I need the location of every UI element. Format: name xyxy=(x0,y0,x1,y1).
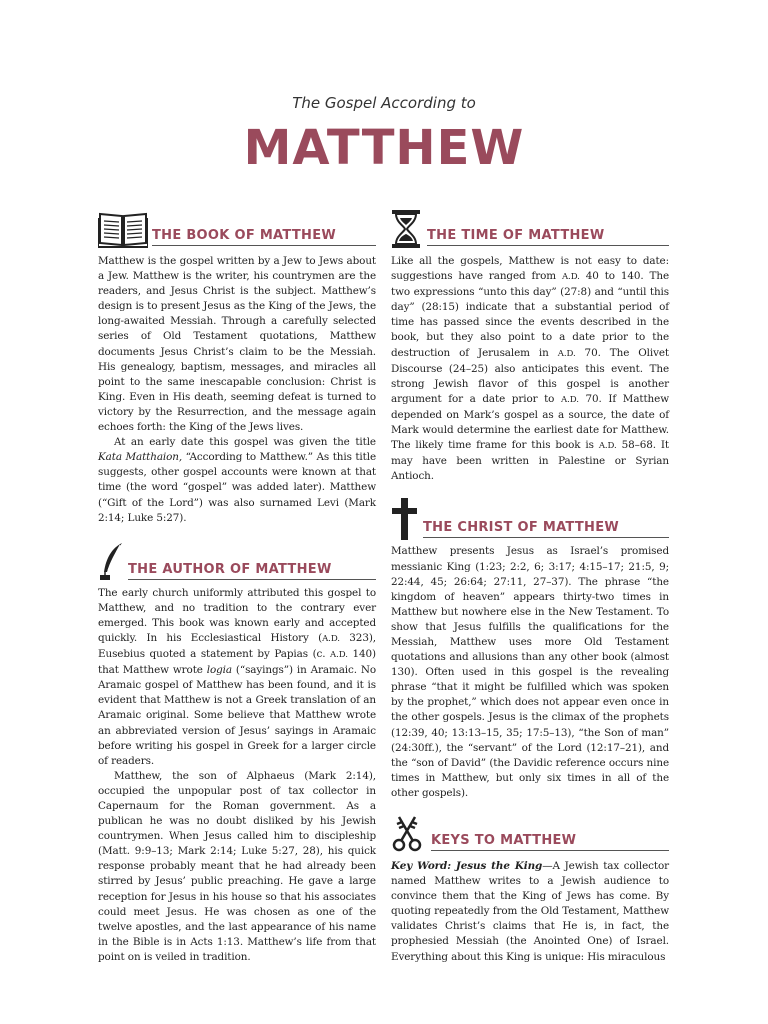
paragraph: Like all the gospels, Matthew is not easy to date: suggestions have ranged from A.D. 40 to 140. The two expressions “unto this day” (27:8) and “until this day” (28:15) indicate that a substantial period of time has passed since the events described in the book, but they also point to a date prior to the destruction of Jerusalem in A.D. 70. The Olivet Discourse (24–25) also anticipates this event. The strong Jewish flavor of this gospel is another argument for a date prior to A.D. 70. If Matthew depended on Mark’s gospel as a source, the date of Mark would determine the earliest date for Matthew. The likely time frame for this book is A.D. 58–68. It may have been written in Palestine or Syrian Antioch. xyxy=(391,255,670,483)
page-title: MATTHEW xyxy=(243,120,525,176)
paragraph: Matthew is the gospel written by a Jew to Jews about a Jew. Matthew is the writer, his countrymen are the readers, and Jesus Christ is the subject. Matthew’s design is to present Jesus as the King of the Jews, the long-awaited Messiah. Through a carefully selected series of Old Testament quotations, Matthew documents Jesus Christ’s claim to be the Messiah. His genealogy, baptism, messages, and miracles all point to the same inescapable conclusion: Christ is King. Even in His death, seeming defeat is turned to victory by the Resurrection, and the message again echoes forth: the King of the Jews lives. xyxy=(98,255,376,434)
section-body xyxy=(391,859,669,965)
section-title: THE CHRIST OF MATTHEW xyxy=(423,520,669,538)
section-author xyxy=(98,542,376,965)
key-word-label: Key Word: Jesus the King xyxy=(391,860,543,872)
section-title: THE AUTHOR OF MATTHEW xyxy=(128,562,376,580)
section-time xyxy=(391,210,669,484)
paragraph: Matthew, the son of Alphaeus (Mark 2:14), occupied the unpopular post of tax collector in Capernaum for the Roman government. As a publican he was no doubt disliked by his Jewish countrymen. When Jesus called him to discipleship (Matt. 9:9–13; Mark 2:14; Luke 5:27, 28), his quick response probably meant that he had already been stirred by Jesus’ public preaching. He gave a large reception for Jesus in his house so that his associates could meet Jesus. He was chosen as one of the twelve apostles, and the last appearance of his name in the Bible is in Acts 1:13. Matthew’s life from that point on is veiled in tradition. xyxy=(98,769,376,963)
paragraph: The early church uniformly attributed this gospel to Matthew, and no tradition to the contrary ever emerged. This book was known early and accepted quickly. In his Ecclesiastical History (A.D. 323), Eusebius quoted a statement by Papias (c. A.D. 140) that Matthew wrote logia (“sayings”) in Aramaic. No Aramaic gospel of Matthew has been found, and it is evident that Matthew is not a Greek translation of an Aramaic original. Some believe that Matthew wrote an abbreviated version of Jesus’ sayings in Aramaic before writing his gospel in Greek for a larger circle of readers. xyxy=(98,586,377,767)
paragraph: Matthew presents Jesus as Israel’s promised messianic King (1:23; 2:2, 6; 3:17; 4:15–17; 21:5, 9; 22:44, 45; 26:64; 27:11, 27–37). The phrase “the kingdom of heaven” appears thirty-two times in Matthew but nowhere else in the New Testament. To show that Jesus fulfills the qualifications for the Messiah, Matthew uses more Old Testament quotations and allusions than any other book (almost 130). Often used in this gospel is the revealing phrase “that it might be fulfilled which was spoken by the prophet,” which does not appear even once in the other gospels. Jesus is the climax of the prophets (12:39, 40; 13:13–15, 35; 17:5–13), “the Son of man” (24:30ff.), the “servant” of the Lord (12:17–21), and the “son of David” (the Davidic reference occurs nine times in Matthew, but only six times in all of the other gospels). xyxy=(391,545,669,799)
quill-icon xyxy=(98,542,124,587)
section-body xyxy=(98,254,376,526)
section-body xyxy=(98,586,376,965)
section-keys xyxy=(391,813,669,965)
cross-icon xyxy=(391,498,419,545)
left-column xyxy=(98,210,376,965)
section-title: THE TIME OF MATTHEW xyxy=(427,228,669,246)
emphasis: logia xyxy=(206,664,232,677)
keys-icon xyxy=(391,813,425,858)
section-header xyxy=(391,498,669,540)
section-header xyxy=(98,542,376,582)
section-header xyxy=(98,210,376,248)
hourglass-icon xyxy=(391,210,421,253)
open-book-icon xyxy=(98,210,148,253)
right-column xyxy=(391,210,669,965)
section-body xyxy=(391,254,669,484)
page-subtitle: The Gospel According to xyxy=(292,94,476,112)
emphasis: Kata Matthaion, xyxy=(98,451,183,464)
paragraph: Key Word: Jesus the King—A Jewish tax collector named Matthew writes to a Jewish audience to convince them that the King of Jews has come. By quoting repeatedly from the Old Testament, Matthew validates Christ’s claims that He is, in fact, the prophesied Messiah (the Anointed One) of Israel. Everything about this King is unique: His miraculous xyxy=(391,860,669,963)
section-header xyxy=(391,813,669,853)
section-christ xyxy=(391,498,669,801)
section-header xyxy=(391,210,669,248)
section-body xyxy=(391,544,669,801)
paragraph: At an early date this gospel was given the title Kata Matthaion, “According to Matthew.” As this title suggests, other gospel accounts were known at that time (the word “gospel” was added later). Matthew (“Gift of the Lord”) was also surnamed Levi (Mark 2:14; Luke 5:27). xyxy=(98,436,376,524)
section-title: KEYS TO MATTHEW xyxy=(431,833,669,851)
section-title: THE BOOK OF MATTHEW xyxy=(152,228,376,246)
section-book xyxy=(98,210,376,526)
